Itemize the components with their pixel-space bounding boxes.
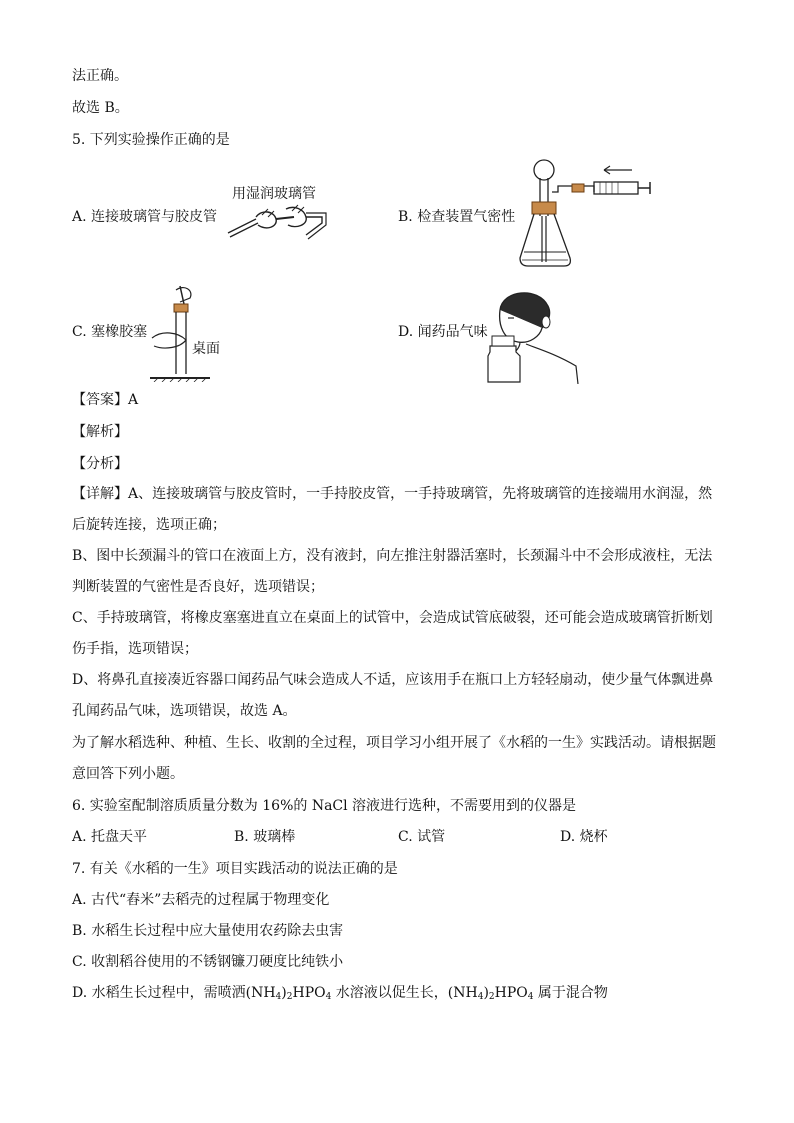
q5-detail-line: B、图中长颈漏斗的管口在液面上方，没有液封，向左推注射器活塞时，长颈漏斗中不会形成液柱，无法 — [72, 548, 713, 564]
prev-tail: 法正确。 — [72, 68, 128, 84]
subscript: 4 — [325, 992, 332, 1002]
hands-connecting-tubes-illustration — [222, 183, 334, 245]
q5-answer: 【答案】A — [72, 392, 139, 408]
subscript: 4 — [275, 992, 282, 1002]
q7-option-d-text: D. 水稻生长过程中，需喷洒(NH — [72, 985, 276, 1001]
q7-option-c: C. 收割稻谷使用的不锈钢镰刀硬度比纯铁小 — [72, 954, 344, 970]
subscript: 2 — [488, 992, 495, 1002]
q5-option-a: A. 连接玻璃管与胶皮管 — [72, 209, 218, 225]
q5-detail-line: 【详解】A、连接玻璃管与胶皮管时，一手持胶皮管，一手持玻璃管，先将玻璃管的连接端用水润湿，然 — [72, 486, 713, 502]
q5-option-b: B. 检查装置气密性 — [398, 209, 516, 225]
subscript: 2 — [286, 992, 293, 1002]
q5-option-c-figure-label: 桌面 — [192, 341, 220, 357]
q7-option-d-text: HPO — [494, 985, 528, 1001]
q7-option-d — [72, 983, 608, 1007]
q5-option-d: D. 闻药品气味 — [398, 324, 488, 340]
q6-option-a: A. 托盘天平 — [72, 829, 148, 845]
q5-stem: 5. 下列实验操作正确的是 — [72, 132, 230, 148]
q5-option-c-figure — [150, 282, 220, 382]
stopper-into-test-tube-illustration — [150, 282, 212, 382]
q6-option-d: D. 烧杯 — [560, 829, 608, 845]
q5-detail-line: C、手持玻璃管，将橡皮塞塞进直立在桌面上的试管中，会造成试管底破裂，还可能会造成玻璃管折断划 — [72, 610, 713, 626]
q5-option-c: C. 塞橡胶塞 — [72, 324, 148, 340]
q6-option-c: C. 试管 — [398, 829, 446, 845]
q5-option-a-figure-label: 用湿润玻璃管 — [232, 186, 316, 202]
prev-choose: 故选 B。 — [72, 100, 129, 116]
subscript: 4 — [527, 992, 534, 1002]
q5-jiexi: 【解析】 — [72, 424, 128, 440]
q6-option-b: B. 玻璃棒 — [234, 829, 296, 845]
q7-option-d-text: 水溶液以促生长，(NH — [331, 985, 478, 1001]
q7-option-d-text: 属于混合物 — [533, 985, 608, 1001]
q7-option-d-text: ) — [281, 985, 287, 1001]
subscript: 4 — [477, 992, 484, 1002]
q7-stem: 7. 有关《水稻的一生》项目实践活动的说法正确的是 — [72, 861, 398, 877]
q7-option-b: B. 水稻生长过程中应大量使用农药除去虫害 — [72, 923, 344, 939]
q5-detail-line: 后旋转连接，选项正确； — [72, 517, 226, 533]
q5-fenxi: 【分析】 — [72, 456, 128, 472]
smelling-chemical-illustration — [486, 284, 582, 384]
airtightness-apparatus-illustration — [512, 156, 660, 274]
q5-detail-line: 孔闻药品气味，选项错误，故选 A。 — [72, 703, 297, 719]
q5-detail-line: 伤手指，选项错误； — [72, 641, 198, 657]
q7-option-d-text: HPO — [292, 985, 326, 1001]
q6-stem: 6. 实验室配制溶质质量分数为 16%的 NaCl 溶液进行选种，不需要用到的仪器是 — [72, 798, 577, 814]
q7-option-d-text: ) — [483, 985, 489, 1001]
intro-line: 意回答下列小题。 — [72, 766, 184, 782]
intro-line: 为了解水稻选种、种植、生长、收割的全过程，项目学习小组开展了《水稻的一生》实践活动。请根据题 — [72, 735, 716, 751]
q5-option-a-figure — [222, 183, 334, 245]
q5-detail-line: D、将鼻孔直接凑近容器口闻药品气味会造成人不适，应该用手在瓶口上方轻轻扇动，使少量气体飘进鼻 — [72, 672, 714, 688]
q5-detail-line: 判断装置的气密性是否良好，选项错误； — [72, 579, 324, 595]
q7-option-a: A. 古代“舂米”去稻壳的过程属于物理变化 — [72, 892, 330, 908]
